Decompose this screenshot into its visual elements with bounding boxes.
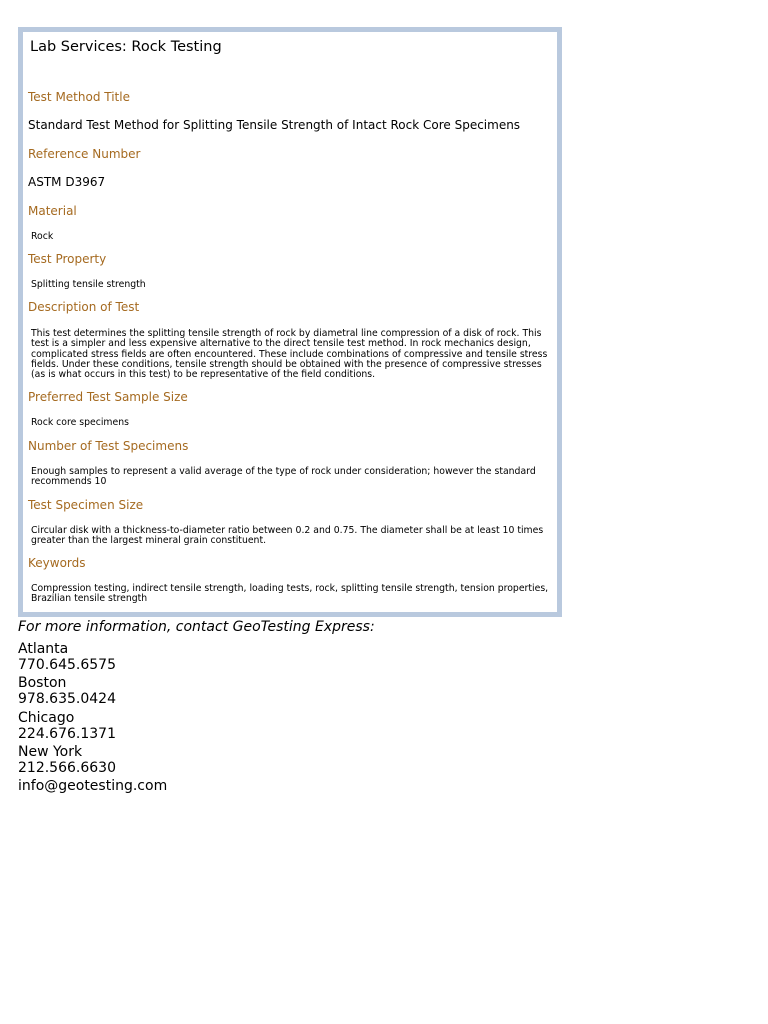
section-heading-number-of-specimens: Number of Test Specimens bbox=[28, 439, 189, 453]
keywords-value: Compression testing, indirect tensile strength, loading tests, rock, splitting tensile strength, tension properties, Brazilian tensile strength bbox=[31, 583, 549, 605]
office-city: Chicago bbox=[18, 710, 75, 726]
section-heading-reference-number: Reference Number bbox=[28, 147, 141, 161]
office-atlanta bbox=[18, 641, 116, 673]
section-heading-test-method-title: Test Method Title bbox=[28, 90, 130, 104]
description-value: This test determines the splitting tensile strength of rock by diametral line compression of a disk of rock. This test is a simpler and less expensive alternative to the direct tensile test method. In rock mechanics design, complicated stress fields are often encountered. These include combinations of compressive and tensile stress fields. Under these conditions, tensile strength should be obtained with the presence of compressive stresses (as is what occurs in this test) to be representative of the field conditions. bbox=[31, 328, 548, 381]
section-heading-material: Material bbox=[28, 204, 77, 218]
contact-email-link[interactable]: info@geotesting.com bbox=[18, 778, 168, 794]
section-heading-description: Description of Test bbox=[28, 300, 140, 314]
office-city: Atlanta bbox=[18, 641, 69, 657]
office-phone[interactable]: 978.635.0424 bbox=[18, 691, 116, 707]
contact-intro: For more information, contact GeoTesting Express: bbox=[18, 619, 375, 635]
rock-testing-card bbox=[18, 27, 562, 617]
office-phone[interactable]: 212.566.6630 bbox=[18, 760, 116, 776]
office-phone[interactable]: 224.676.1371 bbox=[18, 726, 116, 742]
specimen-size-value: Circular disk with a thickness-to-diameter ratio between 0.2 and 0.75. The diameter shall be at least 10 times greater than the largest mineral grain constituent. bbox=[31, 525, 544, 547]
section-heading-keywords: Keywords bbox=[28, 556, 86, 570]
material-value: Rock bbox=[31, 231, 54, 242]
card-title: Lab Services: Rock Testing bbox=[30, 39, 222, 55]
office-boston bbox=[18, 675, 116, 707]
section-heading-sample-size: Preferred Test Sample Size bbox=[28, 390, 188, 404]
reference-number-value: ASTM D3967 bbox=[28, 175, 106, 189]
office-phone[interactable]: 770.645.6575 bbox=[18, 657, 116, 673]
test-property-value: Splitting tensile strength bbox=[31, 279, 146, 290]
office-city: Boston bbox=[18, 675, 67, 691]
number-of-specimens-value: Enough samples to represent a valid average of the type of rock under consideration; however the standard recommends 10 bbox=[31, 466, 536, 488]
sample-size-value: Rock core specimens bbox=[31, 417, 129, 428]
office-new-york bbox=[18, 744, 116, 776]
section-heading-specimen-size: Test Specimen Size bbox=[28, 498, 144, 512]
office-chicago bbox=[18, 710, 116, 742]
test-method-title-value: Standard Test Method for Splitting Tensile Strength of Intact Rock Core Specimens bbox=[28, 118, 521, 132]
section-heading-test-property: Test Property bbox=[28, 252, 107, 266]
office-city: New York bbox=[18, 744, 83, 760]
